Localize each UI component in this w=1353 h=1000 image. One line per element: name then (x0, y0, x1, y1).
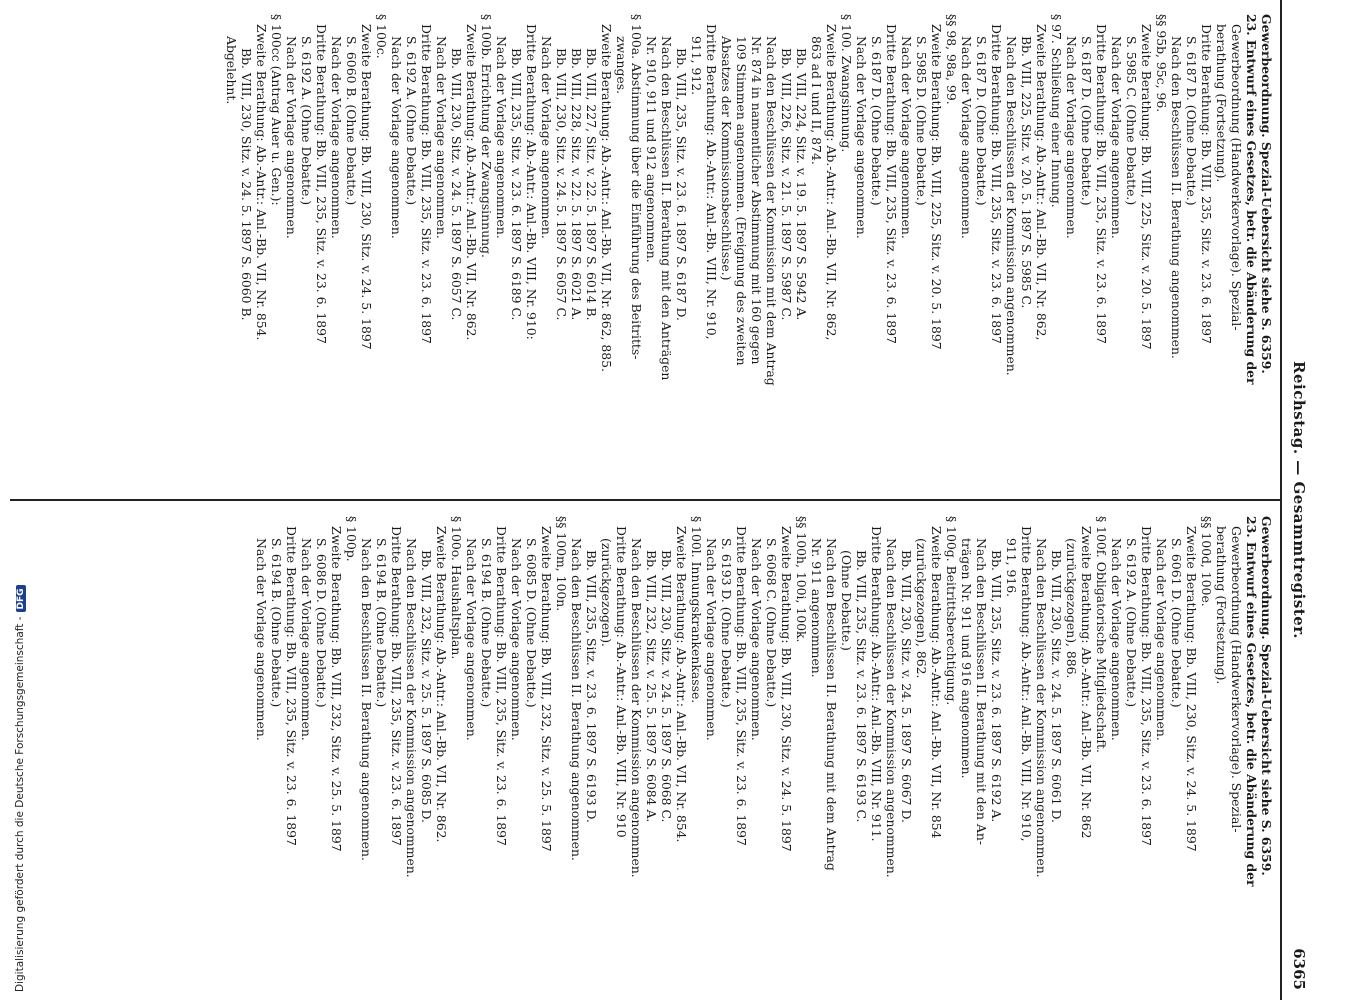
left-column-entry-line: § 100cc (Antrag Auer u. Gen.): (269, 14, 284, 206)
right-column-entry-line: § 100g. Beitrittsberechtigung. (944, 516, 959, 706)
left-column-entry-line: Absatzes der Kommissionsbeschlüsse.) (719, 36, 734, 281)
left-column-entry-line: Zweite Berathung: Ab.-Antr.: Anl.-Bb. VII, Nr. 854. (254, 24, 269, 341)
left-column-entry-line: Nach den Beschlüssen der Kommission angenommen. (1004, 36, 1019, 376)
left-column-entry-line: §§ 98, 98a, 99. (944, 14, 959, 105)
right-column-entry-line: Dritte Berathung: Ab.-Antr.: Anl.-Bb. VIII, Nr. 910 (614, 526, 629, 838)
right-column-entry-line: 911, 916. (1004, 538, 1019, 598)
right-column-entry-line: Bb. VIII, 235, Sitz. v. 23. 6. 1897 S. 6192 A. (989, 550, 1004, 823)
right-column-entry-line: §§ 100h, 100i, 100k. (794, 516, 809, 643)
right-column-entry-line: Nach der Vorlage angenommen. (1109, 538, 1124, 741)
column-divider (10, 499, 1282, 501)
left-column-entry-line: Dritte Berathung: Ab.-Antr.: Anl.-Bb. VIII, Nr. 910: (524, 24, 539, 340)
right-column-entry-line: S. 6194 B. (Ohne Debatte.) (479, 538, 494, 708)
left-column (224, 14, 1274, 484)
right-column-entry-line: Nach der Vorlage angenommen. (299, 538, 314, 741)
left-column-entry-line: berathung (Fortsetzung). (1214, 24, 1229, 183)
right-column-entry-line: Nach der Vorlage angenommen. (509, 538, 524, 741)
left-column-entry-line: Zweite Berathung: Bb. VIII, 225, Sitz. v. 20. 5. 1897 (1139, 24, 1154, 350)
left-column-entry-line: Dritte Berathung: Bb. VIII, 235, Sitz. v. 23. 6. 1897 (884, 24, 899, 344)
left-column-entry-line: Gewerbeordnung. Spezial-Uebersicht siehe S. 6359. (1259, 14, 1274, 374)
right-column-entry-line: Nach den Beschlüssen der Kommission angenommen. (404, 538, 419, 878)
left-column-entry-line: Nach der Vorlage angenommen. (389, 36, 404, 239)
right-column-entry-line: Nach den Beschlüssen der Kommission angenommen. (1034, 538, 1049, 878)
right-column-entry-line: Zweite Berathung: Ab.-Antr.: Anl.-Bb. VII, Nr. 862. (434, 526, 449, 843)
right-column-entry-line: trägen Nr. 911 und 916 angenommen. (959, 538, 974, 779)
left-column-entry-line: Nach der Vorlage angenommen. (1064, 36, 1079, 239)
left-column-entry-line: §§ 95b, 95c, 96. (1154, 14, 1169, 113)
digitization-credit (14, 585, 26, 992)
running-head (1280, 0, 1310, 1000)
right-column-entry-line: berathung (Fortsetzung). (1214, 526, 1229, 685)
right-column-entry-line: Zweite Berathung: Bb. VIII, 232, Sitz. v. 25. 5. 1897 (329, 526, 344, 852)
right-column-entry-line: Nach der Vorlage angenommen. (704, 538, 719, 741)
right-column-entry-line: §§ 100d, 100e. (1199, 516, 1214, 607)
left-column-entry-line: Zweite Berathung: Ab.-Antr.: Anl.-Bb. VII, Nr. 862. (464, 24, 479, 341)
left-column-entry-line: § 97. Schließung einer Innung. (1049, 14, 1064, 208)
left-column-entry-line: § 100. Zwangsinnung. (839, 14, 854, 153)
left-column-entry-line: Nach der Vorlage angenommen. (959, 36, 974, 239)
right-column-entry-line: Bb. VIII, 230, Sitz. v. 24. 5. 1897 S. 6067 D. (899, 550, 914, 823)
right-column-entry-line: S. 6085 D. (Ohne Debatte.) (524, 538, 539, 708)
left-column-entry-line: Zweite Berathung: Ab.-Antr.: Anl.-Bb. VII, Nr. 862, (824, 24, 839, 341)
left-column-entry-line: Gewerbeordnung (Handwerkervorlage). Spezial- (1229, 24, 1244, 331)
left-column-entry-line: S. 6187 D. (Ohne Debatte.) (974, 36, 989, 206)
right-column-entry-line: § 100p. (344, 516, 359, 562)
left-column-entry-line: S. 6060 B. (Ohne Debatte.) (344, 36, 359, 206)
left-column-entry-line: S. 6192 A. (Ohne Debatte.) (404, 36, 419, 206)
left-column-entry-line: Bb. VIII, 225, Sitz. v. 20. 5. 1897 S. 5985 C. (1019, 36, 1034, 309)
left-column-entry-line: Dritte Berathung: Bb. VIII, 235, Sitz. v. 23. 6. 1897 (1199, 24, 1214, 344)
left-column-entry-line: S. 6187 D. (Ohne Debatte.) (869, 36, 884, 206)
left-column-entry-line: § 100a. Abstimmung über die Einführung des Beitritts- (629, 14, 644, 360)
right-column-entry-line: Dritte Berathung: Bb. VIII, 235, Sitz. v. 23. 6. 1897 (1139, 526, 1154, 846)
left-column-entry-line: Bb. VIII, 228, Sitz. v. 22. 5. 1897 S. 6021 A. (569, 48, 584, 321)
left-column-entry-line: Bb. VIII, 235, Sitz. v. 23. 6. 1897 S. 6187 D. (674, 48, 689, 321)
right-column-entry-line: Nach den Beschlüssen II. Berathung mit den An- (974, 538, 989, 846)
left-column-entry-line: Dritte Berathung: Ab.-Antr.: Anl.-Bb. VIII, Nr. 910, (704, 24, 719, 340)
left-column-entry-line: Bb. VIII, 226, Sitz. v. 21. 5. 1897 S. 5987 C. (779, 48, 794, 321)
left-column-entry-line: Zweite Berathung: Ab.-Antr.: Anl.-Bb. VII, Nr. 862, 885. (599, 24, 614, 372)
right-column-entry-line: Nach der Vorlage angenommen. (464, 538, 479, 741)
page-title: Reichstag. — Gesammtregister. (1290, 361, 1308, 639)
left-column-entry-line: Bb. VIII, 235, Sitz. v. 23. 6. 1897 S. 6189 C. (509, 48, 524, 321)
right-column-entry-line: Bb. VIII, 230, Sitz. v. 24. 5. 1897 S. 6061 D. (1049, 550, 1064, 823)
right-column-entry-line: Nr. 911 angenommen. (809, 538, 824, 678)
left-column-entry-line: Zweite Berathung: Bb. VIII, 225, Sitz. v. 20. 5. 1897 (929, 24, 944, 350)
right-column-entry-line: Nach der Vorlage angenommen. (254, 538, 269, 741)
left-column-entry-line: Bb. VIII, 230, Sitz. v. 24. 5. 1897 S. 6057 C. (449, 48, 464, 321)
left-column-entry-line: 23. Entwurf eines Gesetzes, betr. die Abänderung der (1244, 14, 1259, 385)
right-column-entry-line: Nach den Beschlüssen II. Berathung mit dem Antrag (824, 538, 839, 871)
right-column-entry-line: Zweite Berathung: Ab.-Antr.: Anl.-Bb. VII, Nr. 854. (674, 526, 689, 843)
right-column-entry-line: Bb. VIII, 235, Sitz. v. 23. 6. 1897 S. 6193 D. (584, 550, 599, 823)
right-column-entry-line: Bb. VIII, 232, Sitz. v. 25. 5. 1897 S. 6085 D. (419, 550, 434, 823)
left-column-entry-line: S. 5985 C. (Ohne Debatte.) (1124, 36, 1139, 206)
right-column-entry-line: Dritte Berathung: Bb. VIII, 235, Sitz. v. 23. 6. 1897 (494, 526, 509, 846)
dfg-logo-icon: DFG (16, 585, 26, 612)
right-column-entry-line: Zweite Berathung: Bb. VIII, 230, Sitz. v. 24. 5. 1897 (779, 526, 794, 852)
right-column-entry-line: Bb. VIII, 232, Sitz. v. 25. 5. 1897 S. 6084 A. (644, 550, 659, 823)
right-column-entry-line: Dritte Berathung: Ab.-Antr.: Anl.-Bb. VIII, Nr. 910, (1019, 526, 1034, 842)
right-column-entry-line: Dritte Berathung: Ab.-Antr.: Anl.-Bb. VIII, Nr. 911. (869, 526, 884, 842)
left-column-entry-line: 863 ad I und II, 874. (809, 36, 824, 165)
right-column-entry-line: Nach den Beschlüssen II. Berathung angenommen. (359, 538, 374, 861)
right-column-entry-line: Zweite Berathung: Bb. VIII, 230, Sitz. v. 24. 5. 1897 (1184, 526, 1199, 852)
right-column-entry-line: (zurückgezogen), 862. (914, 538, 929, 679)
left-column-entry-line: zwanges. (614, 36, 629, 95)
left-column-entry-line: Nach der Vorlage angenommen. (284, 36, 299, 239)
right-column-entry-line: Dritte Berathung: Bb. VIII, 235, Sitz. v. 23. 6. 1897 (734, 526, 749, 846)
right-column-entry-line: Gewerbeordnung (Handwerkervorlage). Spezial- (1229, 526, 1244, 833)
left-column-entry-line: Nach der Vorlage angenommen. (1109, 36, 1124, 239)
left-column-entry-line: S. 5985 D. (Ohne Debatte.) (914, 36, 929, 206)
left-column-entry-line: Bb. VIII, 224, Sitz. v. 19. 5. 1897 S. 5942 A. (794, 48, 809, 321)
left-column-entry-line: Dritte Berathung: Bb. VIII, 235, Sitz. v. 23. 6. 1897 (314, 24, 329, 344)
left-column-entry-line: Nr. 910, 911 und 912 angenommen. (644, 36, 659, 263)
right-column-entry-line: S. 6192 A. (Ohne Debatte.) (1124, 538, 1139, 708)
right-column-entry-line: S. 6193 D. (Ohne Debatte.) (719, 538, 734, 708)
right-column-entry-line: Nach den Beschlüssen der Kommission angenommen. (629, 538, 644, 878)
left-column-entry-line: Nach der Vorlage angenommen. (434, 36, 449, 239)
right-column-entry-line: 23. Entwurf eines Gesetzes, betr. die Abänderung der (1244, 516, 1259, 887)
left-column-entry-line: S. 6187 D. (Ohne Debatte.) (1079, 36, 1094, 206)
left-column-entry-line: 109 Stimmen angenommen. (Ereignung des zweiten (734, 36, 749, 366)
page-number: 6365 (1290, 948, 1308, 990)
left-column-entry-line: 911, 912. (689, 36, 704, 96)
right-column-entry-line: (zurückgezogen), 886. (1064, 538, 1079, 679)
left-column-entry-line: § 100c. (374, 14, 389, 59)
left-column-entry-line: Abgelehnt. (224, 36, 239, 105)
left-column-entry-line: Nach der Vorlage angenommen. (899, 36, 914, 239)
left-column-entry-line: Nach den Beschlüssen II. Berathung angenommen. (1169, 36, 1184, 359)
right-column-entry-line: Bb. VIII, 235, Sitz. v. 23. 6. 1897 S. 6193 C. (854, 550, 869, 823)
left-column-entry-line: Nach der Vorlage angenommen. (329, 36, 344, 239)
right-column-entry-line: Nach der Vorlage angenommen. (749, 538, 764, 741)
right-column-entry-line: Zweite Berathung: Bb. VIII, 232, Sitz. v. 25. 5. 1897 (539, 526, 554, 852)
left-column-entry-line: Nach der Vorlage angenommen. (854, 36, 869, 239)
left-column-entry-line: Nach der Vorlage angenommen. (494, 36, 509, 239)
right-column-entry-line: Zweite Berathung: Ab.-Antr.: Anl.-Bb. VII, Nr. 854 (929, 526, 944, 839)
left-column-entry-line: Zweite Berathung: Bb. VIII, 230, Sitz. v. 24. 5. 1897 (359, 24, 374, 350)
right-column-entry-line: § 100o. Haushaltsplan. (449, 516, 464, 660)
rotated-register-page (10, 0, 1310, 1000)
right-column-entry-line: Bb. VIII, 230, Sitz. v. 24. 5. 1897 S. 6068 C. (659, 550, 674, 823)
right-column-entry-line: S. 6061 D. (Ohne Debatte.) (1169, 538, 1184, 708)
left-column-entry-line: Nach der Vorlage angenommen. (539, 36, 554, 239)
left-column-entry-line: Nach den Beschlüssen II. Berathung mit den Anträgen (659, 36, 674, 381)
left-column-entry-line: Bb. VIII, 227, Sitz. v. 22. 5. 1897 S. 6014 B. (584, 48, 599, 321)
right-column-entry-line: Dritte Berathung: Bb. VIII, 235, Sitz. v. 23. 6. 1897 (389, 526, 404, 846)
right-column-entry-line: Nach den Beschlüssen II. Berathung angenommen. (569, 538, 584, 861)
right-column-entry-line: S. 6194 B. (Ohne Debatte.) (269, 538, 284, 708)
right-column-entry-line: Nach der Vorlage angenommen. (1154, 538, 1169, 741)
left-column-entry-line: Bb. VIII, 230, Sitz. v. 24. 5. 1897 S. 6060 B. (239, 48, 254, 321)
left-column-entry-line: S. 6187 D. (Ohne Debatte.) (1184, 36, 1199, 206)
left-column-entry-line: Dritte Berathung: Bb. VIII, 235, Sitz. v. 23. 6. 1897 (419, 24, 434, 344)
left-column-entry-line: Nr. 874 in namentlicher Abstimmung mit 160 gegen (749, 36, 764, 365)
right-column-entry-line: § 100f. Obligatorische Mitgliedschaft. (1094, 516, 1109, 753)
right-column-entry-line: (Ohne Debatte.) (839, 550, 854, 651)
left-column-entry-line: Dritte Berathung: Bb. VIII, 235, Sitz. v. 23. 6. 1897 (989, 24, 1004, 344)
right-column-entry-line: S. 6068 C. (Ohne Debatte.) (764, 538, 779, 708)
right-column-entry-line: §§ 100m, 100n. (554, 516, 569, 612)
right-column-entry-line: S. 6194 B. (Ohne Debatte.) (374, 538, 389, 708)
right-column-entry-line: Dritte Berathung: Bb. VIII, 235, Sitz. v. 23. 6. 1897 (284, 526, 299, 846)
left-column-entry-line: Zweite Berathung: Ab.-Antr.: Anl.-Bb. VII, Nr. 862, (1034, 24, 1049, 341)
left-column-entry-line: Dritte Berathung: Bb. VIII, 235, Sitz. v. 23. 6. 1897 (1094, 24, 1109, 344)
right-column-entry-line: S. 6086 D. (Ohne Debatte.) (314, 538, 329, 708)
right-column-entry-line: § 100l. Innungskrankenkasse. (689, 516, 704, 704)
left-column-entry-line: S. 6192 A. (Ohne Debatte.) (299, 36, 314, 206)
left-column-entry-line: Nach den Beschlüssen der Kommission mit dem Antrag (764, 36, 779, 386)
right-column-entry-line: Gewerbeordnung. Spezial-Uebersicht siehe S. 6359. (1259, 516, 1274, 876)
left-column-entry-line: § 100b. Errichtung der Zwangsinnung. (479, 14, 494, 258)
right-column-entry-line: Nach den Beschlüssen der Kommission angenommen. (884, 538, 899, 878)
right-column-entry-line: (zurückgezogen). (599, 538, 614, 647)
right-column (254, 516, 1274, 986)
left-column-entry-line: Bb. VIII, 230, Sitz. v. 24. 5. 1897 S. 6057 C. (554, 48, 569, 321)
right-column-entry-line: Zweite Berathung: Ab.-Antr.: Anl.-Bb. VII, Nr. 862 (1079, 526, 1094, 839)
credit-text: Digitalisierung gefördert durch die Deutsche Forschungsgemeinschaft - (14, 616, 26, 992)
